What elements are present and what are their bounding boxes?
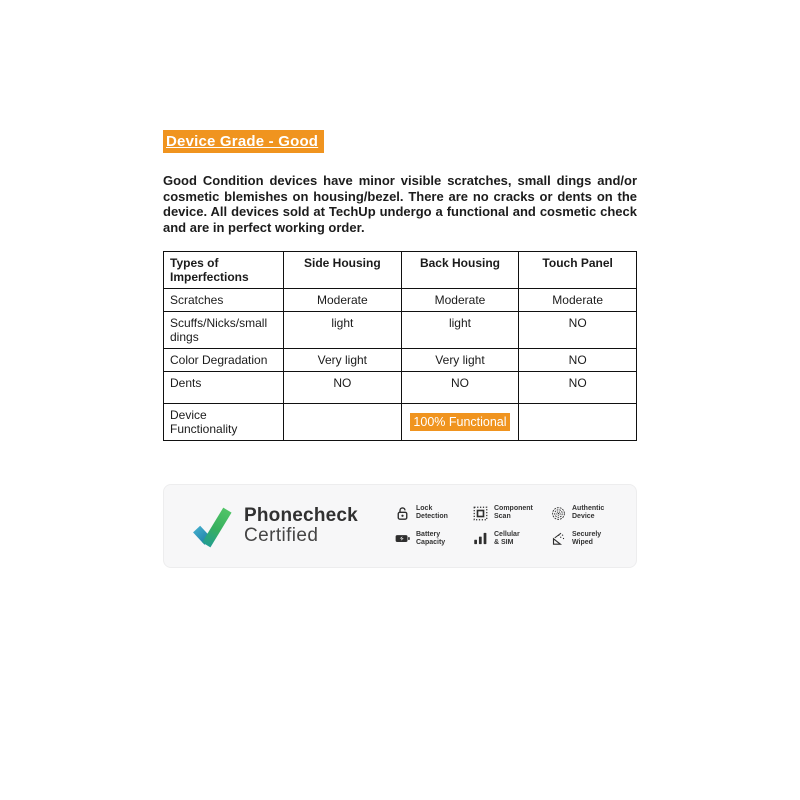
phonecheck-logo — [190, 501, 358, 551]
phonecheck-certified-badge — [163, 484, 637, 568]
brand-text — [244, 506, 358, 546]
table-row — [164, 312, 637, 349]
feature-label: Component Scan — [494, 504, 533, 521]
table-row — [164, 404, 637, 441]
table-cell-empty — [519, 404, 637, 441]
table-cell: Moderate — [401, 289, 519, 312]
feature-lock-detection — [394, 505, 452, 522]
imperfections-table — [163, 251, 637, 441]
table-cell: light — [401, 312, 519, 349]
table-row — [164, 372, 637, 404]
table-row — [164, 289, 637, 312]
table-cell: Very light — [284, 349, 402, 372]
component-scan-icon — [472, 505, 488, 521]
cellular-sim-icon — [472, 531, 488, 547]
row-label: Scuffs/Nicks/small dings — [164, 312, 284, 349]
row-label: Device Functionality — [164, 404, 284, 441]
table-header-row — [164, 252, 637, 289]
column-header-side-housing: Side Housing — [284, 252, 402, 289]
feature-label: Lock Detection — [416, 504, 448, 521]
certification-features — [394, 505, 608, 548]
table-cell: NO — [519, 372, 637, 404]
table-row — [164, 349, 637, 372]
feature-label: Authentic Device — [572, 504, 605, 521]
authentic-device-icon — [550, 505, 566, 521]
feature-authentic-device — [550, 505, 608, 522]
checkmark-logo-icon — [190, 501, 234, 551]
column-header-touch-panel: Touch Panel — [519, 252, 637, 289]
lock-detection-icon — [394, 505, 410, 521]
brand-subtitle: Certified — [244, 525, 319, 546]
table-cell: Very light — [401, 349, 519, 372]
row-label: Dents — [164, 372, 284, 404]
table-cell-empty — [284, 404, 402, 441]
table-cell: NO — [284, 372, 402, 404]
table-cell: Moderate — [519, 289, 637, 312]
securely-wiped-icon — [550, 531, 566, 547]
feature-securely-wiped — [550, 531, 608, 548]
grade-description: Good Condition devices have minor visible scratches, small dings and/or cosmetic blemishes on housing/bezel. There are no cracks or dents on the device. All devices sold at TechUp undergo a functional and cosmetic check and are in perfect working order. — [163, 173, 637, 235]
brand-name: Phonecheck — [244, 505, 358, 527]
row-label: Color Degradation — [164, 349, 284, 372]
feature-battery-capacity — [394, 531, 452, 548]
row-label: Scratches — [164, 289, 284, 312]
table-cell: NO — [401, 372, 519, 404]
table-cell: light — [284, 312, 402, 349]
column-header-back-housing: Back Housing — [401, 252, 519, 289]
feature-label: Securely Wiped — [572, 530, 602, 546]
table-cell: Moderate — [284, 289, 402, 312]
feature-cellular-sim — [472, 531, 530, 548]
feature-label: Cellular & SIM — [494, 530, 520, 546]
feature-label: Battery Capacity — [416, 530, 446, 546]
table-cell: NO — [519, 349, 637, 372]
feature-component-scan — [472, 504, 533, 522]
column-header-types: Types of Imperfections — [164, 252, 284, 289]
battery-capacity-icon — [394, 531, 410, 547]
page-title: Device Grade - Good — [163, 130, 324, 153]
table-cell — [401, 404, 519, 441]
functional-highlight: 100% Functional — [410, 413, 509, 431]
table-cell: NO — [519, 312, 637, 349]
